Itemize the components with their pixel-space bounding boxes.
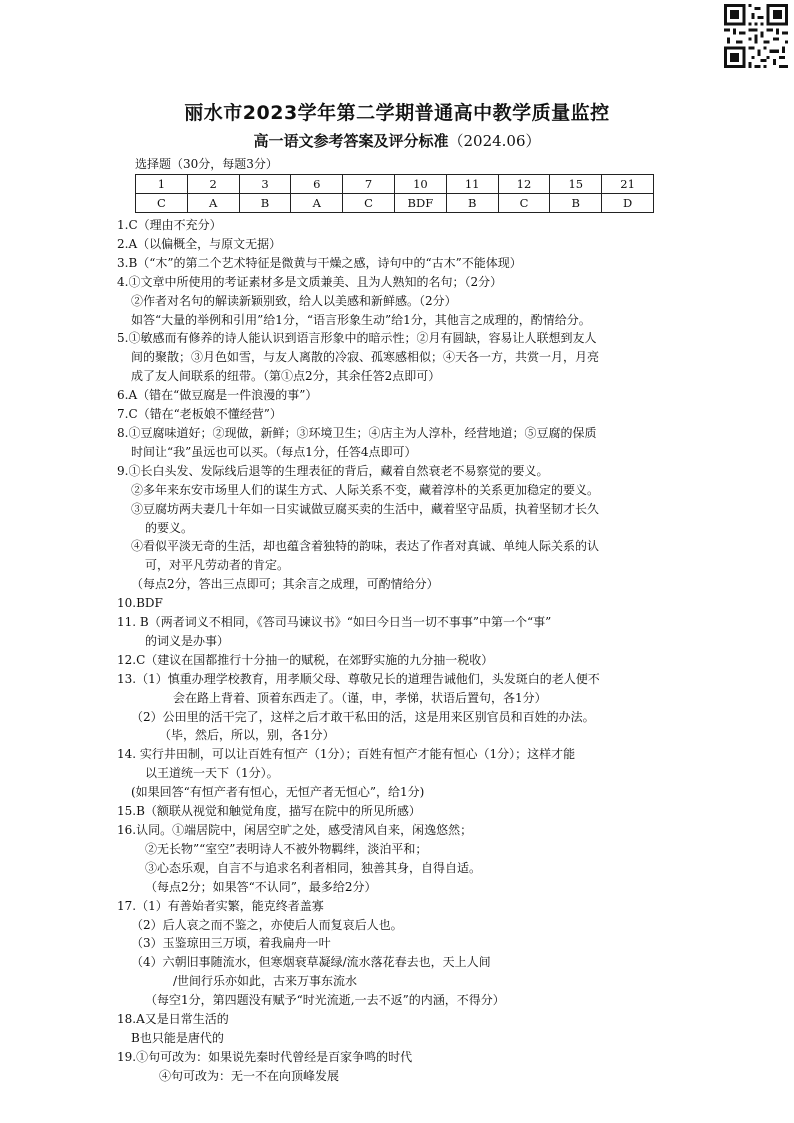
answer-line: ④句可改为：无一不在向顶峰发展 (159, 1068, 340, 1083)
answer-line: /世间行乐亦如此，古来万事东流水 (173, 974, 358, 989)
answer-line: ②多年来东安市场里人们的谋生方式、人际关系不变，藏着淳朴的关系更加稳定的要义。 (131, 482, 600, 497)
document-title: 丽水市2023学年第二学期普通高中教学质量监控 (184, 102, 610, 124)
question-number: 1 (136, 175, 188, 194)
answer-line: 的词义是办事） (145, 633, 230, 648)
answer-cell: C (343, 194, 395, 213)
answer-cell: A (291, 194, 343, 213)
document-subtitle (0, 130, 794, 151)
multiple-choice-label: 选择题（30分，每题3分） (135, 157, 278, 171)
answer-cell: B (550, 194, 602, 213)
subtitle-date: （2024.06） (448, 132, 541, 150)
answer-line: ④看似平淡无奇的生活，却也蕴含着独特的韵味，表达了作者对真诚、单纯人际关系的认 (131, 539, 600, 554)
answer-line: 17.（1）有善始者实繁，能克终者盖寡 (117, 898, 324, 913)
question-number: 6 (291, 175, 343, 194)
answer-line: 18.A又是日常生活的 (117, 1012, 229, 1027)
answer-line: 8.①豆腐味道好；②现做，新鲜；③环境卫生；④店主为人淳朴，经营地道；⑤豆腐的保质 (117, 425, 597, 440)
question-number: 7 (343, 175, 395, 194)
answer-line: 12.C（建议在国都推行十分抽一的赋税，在郊野实施的九分抽一税收） (117, 652, 494, 667)
answer-line: 19.①句可改为：如果说先秦时代曾经是百家争鸣的时代 (117, 1049, 413, 1064)
answer-line: 会在路上背着、顶着东西走了。（谨，申，孝悌，状语后置句，各1分） (173, 690, 547, 705)
question-number: 3 (239, 175, 291, 194)
answer-line: ③豆腐坊两夫妻几十年如一日实诚做豆腐买卖的生活中，藏着坚守品质，执着坚韧才长久 (131, 501, 600, 516)
answer-line: B也只能是唐代的 (131, 1030, 224, 1045)
answer-line: 可，对平凡劳动者的肯定。 (145, 558, 290, 573)
answer-line: ②作者对名句的解读新颖别致，给人以美感和新鲜感。（2分） (131, 293, 457, 308)
answer-line: (如果回答“有恒产者有恒心，无恒产者无恒心”，给1分) (131, 785, 425, 800)
qr-code (724, 4, 788, 68)
answer-line: 2.A（以偏概全，与原文无据） (117, 236, 282, 251)
qr-code-icon (724, 4, 788, 68)
answer-line: 间的聚散；③月色如雪，与友人离散的冷寂、孤寒感相似；④天各一方，共赏一月，月亮 (131, 350, 600, 365)
answer-line: 4.①文章中所使用的考证素材多是文质兼美、且为人熟知的名句；（2分） (117, 274, 503, 289)
answer-line: （每空1分，第四题没有赋予“时光流逝,一去不返”的内涵，不得分） (145, 993, 505, 1008)
question-number: 12 (498, 175, 550, 194)
answer-line: 3.B（“木”的第二个艺术特征是微黄与干燥之感，诗句中的“古木”不能体现） (117, 255, 522, 270)
answer-line: （4）六朝旧事随流水，但寒烟衰草凝绿/流水落花春去也，天上人间 (131, 955, 491, 970)
answer-line: 6.A（错在“做豆腐是一件浪漫的事”） (117, 388, 318, 403)
answer-cell: D (602, 194, 654, 213)
answer-cell: B (239, 194, 291, 213)
answer-line: 16.认同。①端居院中，闲居空旷之处，感受清风自来，闲逸悠然； (117, 823, 473, 837)
answer-line: 1.C（理由不充分） (117, 218, 222, 232)
answer-line: ②无长物”“室空”表明诗人不被外物羁绊，淡泊平和； (145, 841, 428, 856)
subtitle-text: 高一语文参考答案及评分标准 (253, 132, 449, 150)
answer-line: 10.BDF (117, 596, 163, 611)
answer-line: 7.C（错在“老板娘不懂经营”） (117, 407, 282, 422)
answer-line: （每点2分，答出三点即可；其余言之成理，可酌情给分） (131, 577, 439, 592)
question-number: 21 (602, 175, 654, 194)
table-row-questions (136, 175, 654, 194)
answer-line: （毕，然后，所以，别，各1分） (159, 728, 335, 743)
answer-cell: BDF (394, 194, 446, 213)
answer-line: 14. 实行井田制，可以让百姓有恒产（1分）；百姓有恒产才能有恒心（1分）；这样才能 (117, 747, 576, 762)
answer-line: ③心态乐观，自言不与追求名利者相同，独善其身，自得自适。 (145, 860, 482, 875)
answer-cell: C (136, 194, 188, 213)
answer-line: 成了友人间联系的纽带。（第①点2分，其余任答2点即可） (131, 369, 441, 384)
answer-line: 13.（1）慎重办理学校教育，用孝顺父母、尊敬兄长的道理告诫他们，头发斑白的老人便不 (117, 671, 600, 686)
question-number: 10 (394, 175, 446, 194)
question-number: 15 (550, 175, 602, 194)
answer-line: （3）玉鉴琼田三万顷，着我扁舟一叶 (131, 936, 331, 951)
answer-line: 如答“大量的举例和引用”给1分，“语言形象生动”给1分，其他言之成理的，酌情给分。 (131, 312, 591, 327)
answer-table (135, 174, 654, 213)
answer-line: （2）公田里的活干完了，这样之后才敢干私田的活，这是用来区别官员和百姓的办法。 (131, 709, 595, 724)
answer-line: 的要义。 (145, 520, 194, 535)
answer-line: 9.①长白头发、发际线后退等的生理表征的背后，藏着自然衰老不易察觉的要义。 (117, 463, 549, 478)
question-number: 2 (187, 175, 239, 194)
answer-line: 时间让“我”虽远也可以买。（每点1分，任答4点即可） (131, 444, 417, 459)
answer-line: 5.①敏感而有修养的诗人能认识到语言形象中的暗示性；②月有圆缺，容易让人联想到友人 (117, 331, 597, 346)
answer-body (117, 216, 679, 1086)
answer-line: 以王道统一天下（1分）。 (145, 766, 279, 781)
table-row-answers (136, 194, 654, 213)
answer-line: （每点2分；如果答“不认同”，最多给2分） (145, 879, 377, 894)
answer-cell: C (498, 194, 550, 213)
answer-line: （2）后人哀之而不鉴之，亦使后人而复哀后人也。 (131, 917, 403, 932)
question-number: 11 (446, 175, 498, 194)
answer-cell: A (187, 194, 239, 213)
answer-cell: B (446, 194, 498, 213)
answer-line: 15.B（额联从视觉和触觉角度，描写在院中的所见所感） (117, 804, 421, 819)
answer-line: 11. B（两者词义不相同，《答司马谏议书》“如曰今日当一切不事事”中第一个“事” (117, 615, 552, 630)
